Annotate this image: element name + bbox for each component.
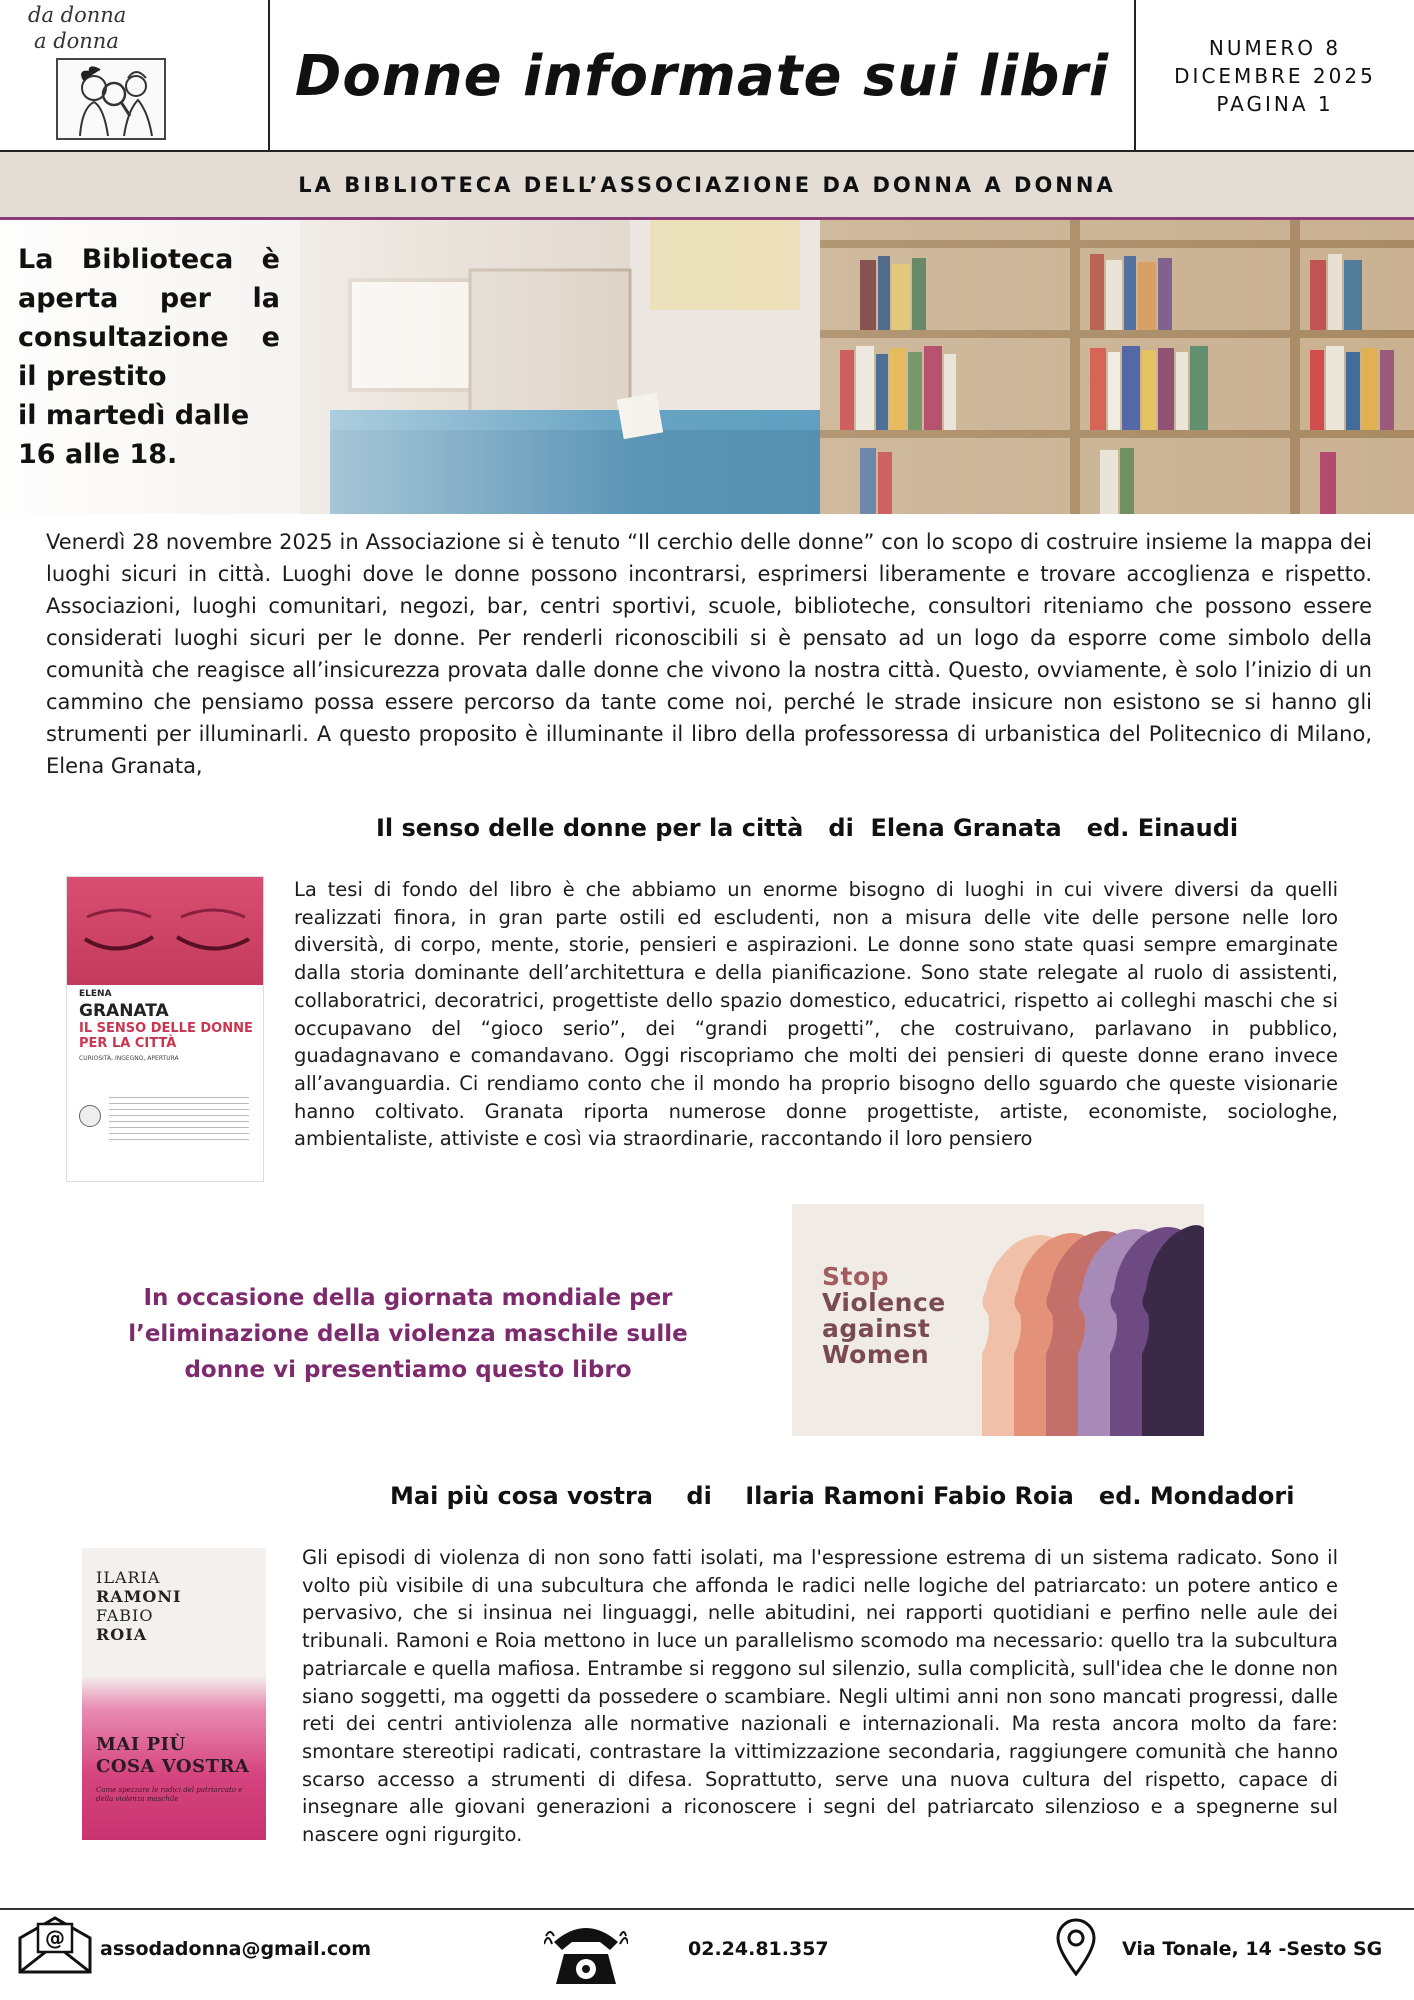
issue-number: NUMERO 8 xyxy=(1208,36,1342,60)
newsletter-title: Donne informate sui libri xyxy=(294,43,1110,109)
svaw-line-2: Violence xyxy=(822,1288,946,1317)
opening-hours: il martedì dalle 16 alle 18. xyxy=(18,400,250,470)
issue-info xyxy=(1136,0,1414,152)
book2-cover-author1-first: ILARIA xyxy=(96,1568,161,1587)
book2-cover-subtitle: Come spezzare le radici del patriarcato e della violenza maschile xyxy=(96,1786,243,1803)
library-photo-banner xyxy=(0,220,1414,514)
logo-illustration xyxy=(56,58,166,140)
book2-cover-authors xyxy=(96,1568,181,1644)
footer-divider xyxy=(0,1908,1414,1910)
section-subtitle-bar xyxy=(0,152,1414,220)
book2-heading: Mai più cosa vostra di Ilaria Ramoni Fabio Roia ed. Mondadori xyxy=(390,1482,1295,1510)
book1-cover-author-first: ELENA xyxy=(79,989,112,999)
book2-cover-author2-first: FABIO xyxy=(96,1606,154,1625)
masthead xyxy=(0,0,1414,152)
publisher-seal-icon xyxy=(79,1105,101,1127)
logo-script-line-2: a donna xyxy=(34,29,119,53)
book1-cover-author: GRANATA xyxy=(79,1001,169,1021)
footer-address: Via Tonale, 14 -Sesto SG xyxy=(1122,1938,1383,1960)
book1-description: La tesi di fondo del libro è che abbiamo un enorme bisogno di luoghi in cui vivere diversi da quelli realizzati finora, in gran parte ostili ed escludenti, non a misura delle vite delle persone nelle loro diversità, di corpo, mente, storie, pensieri e aspirazioni. Le donne sono state quasi sempre emarginate dalla storia dominante dell’architettura e della pianificazione. Sono state relegate al ruolo di assistenti, collaboratrici, decoratrici, progettiste dello spazio domestico, educatrici, rispetto ai colleghi maschi che si occupavano del “gioco serio”, dei “grandi progetti”, che costruivano, parlavano in pubblico, guadagnavano e comandavano. Oggi riscopriamo che molti dei pensieri di queste donne erano invece all’avanguardia. Ci rendiamo conto che il mondo ha proprio bisogno dello sguardo che queste visionarie hanno coltivato. Granata riporta numerose donne progettiste, artiste, economiste, sociologhe, ambientaliste, attiviste e così via straordinarie, raccontando il loro pensiero xyxy=(294,878,1338,1151)
book1-cover-title: IL SENSO DELLE DONNE PER LA CITTÀ xyxy=(79,1021,253,1051)
telephone-icon xyxy=(544,1914,628,1986)
intro-paragraph: Venerdì 28 novembre 2025 in Associazione si è tenuto “Il cerchio delle donne” con lo scopo di costruire insieme la mappa dei luoghi sicuri in città. Luoghi dove le donne possono incontrarsi, esprimersi liberamente e trovare accoglienza e rispetto. Associazioni, luoghi comunitari, negozi, bar, centri sportivi, scuole, biblioteche, consultori riteniamo che possono essere considerati luoghi sicuri per le donne. Per renderli riconoscibili si è pensato ad un logo da esporre come simbolo della comunità che reagisce all’insicurezza provata dalle donne che vivono la nostra città. Questo, ovviamente, è solo l’inizio di un cammino che pensiamo possa essere percorso da tante come noi, perché le strade insicure non esistono se si hanno gli strumenti per illuminarli. A questo proposito è illuminante il libro della professoressa di urbanistica del Politecnico di Milano, Elena Granata, xyxy=(46,530,1372,778)
book1-cover-eyes-image xyxy=(67,877,264,985)
logo-script-line-1: da donna xyxy=(28,3,127,27)
library-opening-hours xyxy=(18,240,280,474)
book2-cover-author1-last: RAMONI xyxy=(96,1587,182,1606)
footer-phone[interactable]: 02.24.81.357 xyxy=(688,1938,829,1960)
email-icon xyxy=(16,1914,94,1976)
svg-text:@: @ xyxy=(45,1926,65,1950)
newsletter-title-box xyxy=(270,0,1136,152)
logo-script xyxy=(28,2,126,54)
book2-cover-author2-last: ROIA xyxy=(96,1625,148,1644)
book2-cover xyxy=(82,1548,266,1840)
book2-description: Gli episodi di violenza di non sono fatti isolati, ma l'espressione estrema di un sistema radicato. Sono il volto più visibile di una subcultura che affonda le radici nelle logiche del patriarcato: un potere antico e pervasivo, che si insinua nei linguaggi, nelle abitudini, nei rapporti quotidiani e perfino nelle aule dei tribunali. Ramoni e Roia mettono in luce un parallelismo scomodo ma necessario: quello tra la subcultura patriarcale e quella mafiosa. Entrambe si reggono sul silenzio, sulla complicità, sull'idea che le donne non siano soggetti, ma oggetti da possedere o scambiare. Negli ultimi anni non sono mancati progressi, dalle reti dei centri antiviolenza alle normative nazionali e internazionali. Ma resta ancora molto da fare: smontare stereotipi radicati, contrastare la vittimizzazione secondaria, raggiungere comunità che hanno scarso accesso a strumenti di difesa. Soprattutto, serve una nuova cultura del rispetto, capace di insegnare alle giovani generazioni a riconoscere i segni del patriarcato silenzioso e a spegnerne sul nascere ogni rigurgito. xyxy=(302,1546,1338,1847)
violence-day-callout: In occasione della giornata mondiale per l’eliminazione della violenza maschile sulle donne vi presentiamo questo libro xyxy=(128,1285,688,1383)
footer-email[interactable]: assodadonna@gmail.com xyxy=(100,1938,372,1960)
book1-cover-blurb xyxy=(109,1097,249,1141)
book1-cover xyxy=(66,876,264,1182)
stop-violence-against-women-image xyxy=(792,1204,1204,1436)
svaw-line-1: Stop xyxy=(822,1262,890,1291)
association-logo xyxy=(0,0,270,152)
issue-date: DICEMBRE 2025 xyxy=(1174,64,1376,88)
issue-page: PAGINA 1 xyxy=(1216,92,1334,116)
section-subtitle: LA BIBLIOTECA DELL’ASSOCIAZIONE DA DONNA A DONNA xyxy=(298,172,1116,197)
opening-text: La Biblioteca è aperta per la consultazione e il prestito xyxy=(18,244,280,392)
two-women-drawing-icon xyxy=(58,60,164,138)
stop-violence-text xyxy=(822,1264,946,1368)
location-pin-icon xyxy=(1054,1916,1098,1976)
svaw-line-3: against xyxy=(822,1314,931,1343)
closed-eyes-icon xyxy=(67,877,264,985)
svaw-line-4: Women xyxy=(822,1340,930,1369)
book2-cover-title xyxy=(96,1734,249,1778)
book1-heading: Il senso delle donne per la città di Elena Granata ed. Einaudi xyxy=(376,814,1239,842)
book2-cover-title-line-1: MAI PIÙ xyxy=(96,1734,186,1755)
book1-cover-subtitle: CURIOSITÀ, INGEGNO, APERTURA xyxy=(79,1055,179,1062)
book2-cover-title-line-2: COSA VOSTRA xyxy=(96,1756,250,1777)
